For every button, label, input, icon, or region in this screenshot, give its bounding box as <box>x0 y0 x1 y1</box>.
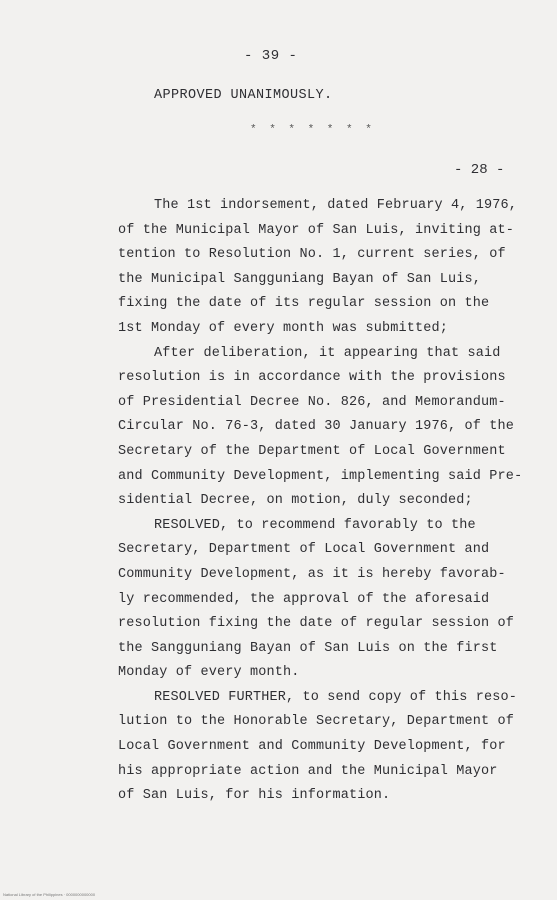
body-line: tention to Resolution No. 1, current series, of <box>118 247 506 263</box>
body-line: resolution fixing the date of regular session of <box>118 616 515 632</box>
body-line: sidential Decree, on motion, duly seconded; <box>118 493 473 509</box>
item-number: - 28 - <box>454 162 505 178</box>
body-line: After deliberation, it appearing that said <box>154 345 501 361</box>
body-line: 1st Monday of every month was submitted; <box>118 320 449 336</box>
body-line: Secretary, Department of Local Government and <box>118 542 490 558</box>
body-line: Circular No. 76-3, dated 30 January 1976, of the <box>118 419 515 435</box>
resolution-body <box>118 194 523 809</box>
body-line: Local Government and Community Development, for <box>118 739 506 755</box>
body-line: The 1st indorsement, dated February 4, 1976, <box>154 198 518 213</box>
body-line: resolution is in accordance with the provisions <box>118 370 506 386</box>
body-line: and Community Development, implementing said Pre- <box>118 468 523 484</box>
body-line: the Municipal Sangguniang Bayan of San Luis, <box>118 271 482 287</box>
body-line: lution to the Honorable Secretary, Department of <box>118 714 515 730</box>
approved-heading: APPROVED UNANIMOUSLY. <box>154 88 333 103</box>
archive-footer: National Library of the Philippines · 0000000000000 <box>3 892 96 897</box>
body-line: of San Luis, for his information. <box>118 788 391 804</box>
body-line: Secretary of the Department of Local Government <box>118 443 506 459</box>
body-line: of Presidential Decree No. 826, and Memorandum- <box>118 394 506 410</box>
separator-stars: * * * * * * * <box>250 124 375 136</box>
body-line: fixing the date of its regular session on the <box>118 296 490 312</box>
body-line: Monday of every month. <box>118 665 300 681</box>
body-line: of the Municipal Mayor of San Luis, inviting at- <box>118 222 515 238</box>
body-line: the Sangguniang Bayan of San Luis on the first <box>118 640 498 656</box>
body-line: RESOLVED FURTHER, to send copy of this reso- <box>154 689 518 705</box>
body-line: Community Development, as it is hereby favorab- <box>118 566 506 582</box>
page-number: - 39 - <box>244 48 298 64</box>
body-line: RESOLVED, to recommend favorably to the <box>154 517 476 533</box>
body-line: ly recommended, the approval of the aforesaid <box>118 591 490 607</box>
body-line: his appropriate action and the Municipal Mayor <box>118 763 498 779</box>
